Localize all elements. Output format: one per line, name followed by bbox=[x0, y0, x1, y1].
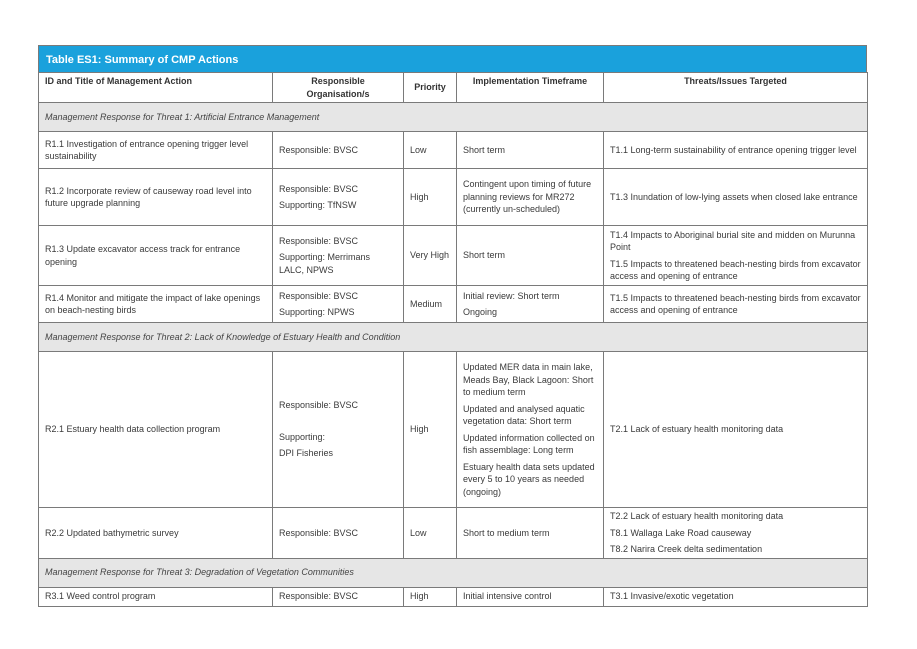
action-cell: R3.1 Weed control program bbox=[39, 587, 273, 606]
header-priority: Priority bbox=[404, 73, 457, 103]
timeframe-cell bbox=[457, 286, 604, 323]
priority-cell: Low bbox=[404, 132, 457, 169]
threat-line: T8.2 Narira Creek delta sedimentation bbox=[610, 544, 763, 554]
section-title: Management Response for Threat 3: Degradation of Vegetation Communities bbox=[39, 558, 868, 587]
responsible-cell bbox=[273, 226, 404, 286]
threat-line: T8.1 Wallaga Lake Road causeway bbox=[610, 527, 752, 538]
table-row bbox=[39, 132, 868, 169]
header-timeframe: Implementation Timeframe bbox=[457, 73, 604, 103]
supporting-line: Supporting: NPWS bbox=[279, 307, 355, 317]
priority-cell: High bbox=[404, 352, 457, 508]
header-responsible: Responsible Organisation/s bbox=[273, 73, 404, 103]
section-title: Management Response for Threat 2: Lack of Knowledge of Estuary Health and Condition bbox=[39, 323, 868, 352]
responsible-cell bbox=[273, 587, 404, 606]
priority-cell: High bbox=[404, 587, 457, 606]
action-cell: R1.3 Update excavator access track for entrance opening bbox=[39, 226, 273, 286]
table-row bbox=[39, 286, 868, 323]
timeframe-cell bbox=[457, 587, 604, 606]
threats-cell bbox=[604, 508, 868, 559]
priority-cell: Medium bbox=[404, 286, 457, 323]
priority-cell: Low bbox=[404, 508, 457, 559]
timeframe-line: Contingent upon timing of future planning reviews for MR272 (currently un-scheduled) bbox=[463, 179, 592, 215]
header-id-title: ID and Title of Management Action bbox=[39, 73, 273, 103]
threat-line: T1.1 Long-term sustainability of entrance opening trigger level bbox=[610, 144, 857, 155]
action-cell: R1.2 Incorporate review of causeway road level into future upgrade planning bbox=[39, 169, 273, 226]
table-title: Table ES1: Summary of CMP Actions bbox=[38, 45, 867, 72]
timeframe-line: Short term bbox=[463, 250, 506, 261]
responsible-cell bbox=[273, 352, 404, 508]
responsible-cell bbox=[273, 169, 404, 226]
threats-cell bbox=[604, 286, 868, 323]
responsible-cell bbox=[273, 132, 404, 169]
action-cell: R1.1 Investigation of entrance opening trigger level sustainability bbox=[39, 132, 273, 169]
timeframe-cell bbox=[457, 352, 604, 508]
priority-cell: High bbox=[404, 169, 457, 226]
timeframe-cell bbox=[457, 132, 604, 169]
responsible-line: Responsible: BVSC bbox=[279, 591, 359, 602]
timeframe-line: Initial review: Short term bbox=[463, 290, 560, 301]
responsible-cell bbox=[273, 286, 404, 323]
responsible-line: Responsible: BVSC bbox=[279, 290, 359, 301]
threat-line: T2.1 Lack of estuary health monitoring data bbox=[610, 424, 784, 435]
responsible-line: Responsible: BVSC bbox=[279, 183, 359, 194]
table-row bbox=[39, 587, 868, 606]
timeframe-line: Short to medium term bbox=[463, 527, 550, 538]
timeframe-line: Updated and analysed aquatic vegetation data: Short term bbox=[463, 403, 585, 426]
responsible-line: Responsible: BVSC bbox=[279, 400, 359, 411]
header-threats: Threats/Issues Targeted bbox=[604, 73, 868, 103]
table-row bbox=[39, 169, 868, 226]
supporting-org-line: DPI Fisheries bbox=[279, 448, 334, 459]
action-cell: R2.2 Updated bathymetric survey bbox=[39, 508, 273, 559]
timeframe-line: Initial intensive control bbox=[463, 591, 552, 602]
threat-line: T3.1 Invasive/exotic vegetation bbox=[610, 591, 734, 602]
actions-table-grid bbox=[38, 72, 868, 607]
threats-cell bbox=[604, 169, 868, 226]
timeframe-line: Updated MER data in main lake, Meads Bay, Black Lagoon: Short to medium term bbox=[463, 362, 594, 397]
responsible-line: Responsible: BVSC bbox=[279, 144, 359, 155]
priority-cell: Very High bbox=[404, 226, 457, 286]
section-row bbox=[39, 323, 868, 352]
section-row bbox=[39, 558, 868, 587]
timeframe-cell bbox=[457, 226, 604, 286]
threats-cell bbox=[604, 587, 868, 606]
threat-line: T1.4 Impacts to Aboriginal burial site and midden on Murunna Point bbox=[610, 229, 856, 252]
supporting-line: Supporting: Merrimans LALC, NPWS bbox=[279, 252, 371, 275]
responsible-line: Responsible: BVSC bbox=[279, 527, 359, 538]
threats-cell bbox=[604, 132, 868, 169]
threat-line: T1.5 Impacts to threatened beach-nesting birds from excavator access and opening of entrance bbox=[610, 292, 861, 315]
timeframe-cell bbox=[457, 169, 604, 226]
timeframe-line: Ongoing bbox=[463, 307, 498, 317]
cmp-actions-table bbox=[38, 45, 867, 607]
responsible-line: Responsible: BVSC bbox=[279, 235, 359, 246]
responsible-cell bbox=[273, 508, 404, 559]
section-row bbox=[39, 103, 868, 132]
timeframe-line: Updated information collected on fish assemblage: Long term bbox=[463, 432, 595, 455]
threat-line: T2.2 Lack of estuary health monitoring data bbox=[610, 511, 784, 521]
threats-cell bbox=[604, 226, 868, 286]
action-cell: R1.4 Monitor and mitigate the impact of lake openings on beach-nesting birds bbox=[39, 286, 273, 323]
threat-line: T1.3 Inundation of low-lying assets when closed lake entrance bbox=[610, 191, 858, 202]
threat-line: T1.5 Impacts to threatened beach-nesting birds from excavator access and opening of entrance bbox=[610, 258, 861, 281]
supporting-line: Supporting: TfNSW bbox=[279, 200, 357, 210]
table-row bbox=[39, 226, 868, 286]
timeframe-cell bbox=[457, 508, 604, 559]
table-row bbox=[39, 508, 868, 559]
timeframe-line: Short term bbox=[463, 144, 506, 155]
table-row bbox=[39, 352, 868, 508]
threats-cell bbox=[604, 352, 868, 508]
section-title: Management Response for Threat 1: Artificial Entrance Management bbox=[39, 103, 868, 132]
timeframe-line: Estuary health data sets updated every 5 to 10 years as needed (ongoing) bbox=[463, 461, 595, 497]
action-cell: R2.1 Estuary health data collection program bbox=[39, 352, 273, 508]
supporting-line: Supporting: bbox=[279, 431, 326, 442]
header-row bbox=[39, 73, 868, 103]
